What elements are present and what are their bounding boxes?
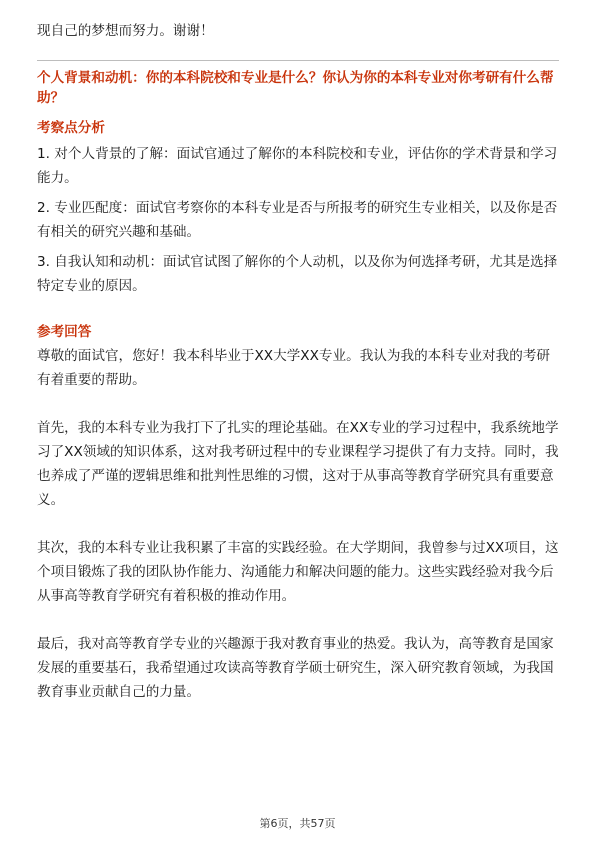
answer-heading: 参考回答 bbox=[37, 324, 92, 340]
answer-paragraph: 最后，我对高等教育学专业的兴趣源于我对教育事业的热爱。我认为，高等教育是国家发展的重要基石，我希望通过攻读高等教育学硕士研究生，深入研究教育领域，为我国教育事业贡献自己的力量。 bbox=[37, 636, 554, 700]
analysis-list bbox=[37, 142, 559, 304]
answer-body bbox=[37, 344, 559, 728]
intro-text: 现自己的梦想而努力。谢谢！ bbox=[37, 23, 214, 39]
answer-paragraph: 其次，我的本科专业让我积累了丰富的实践经验。在大学期间，我曾参与过XX项目，这个项目锻炼了我的团队协作能力、沟通能力和解决问题的能力。这些实践经验对我今后从事高等教育学研究有着积极的推动作用。 bbox=[37, 540, 559, 604]
analysis-heading: 考察点分析 bbox=[37, 120, 105, 136]
answer-paragraph: 首先，我的本科专业为我打下了扎实的理论基础。在XX专业的学习过程中，我系统地学习了XX领域的知识体系，这对我考研过程中的专业课程学习提供了有力支持。同时，我也养成了严谨的逻辑思维和批判性思维的习惯，这对于从事高等教育学研究具有重要意义。 bbox=[37, 420, 559, 508]
answer-paragraph: 尊敬的面试官，您好！我本科毕业于XX大学XX专业。我认为我的本科专业对我的考研有着重要的帮助。 bbox=[37, 348, 551, 388]
analysis-item: 1. 对个人背景的了解：面试官通过了解你的本科院校和专业，评估你的学术背景和学习能力。 bbox=[37, 146, 558, 186]
question-title: 个人背景和动机：你的本科院校和专业是什么？你认为你的本科专业对你考研有什么帮助？ bbox=[37, 70, 554, 106]
analysis-item: 3. 自我认知和动机：面试官试图了解你的个人动机，以及你为何选择考研，尤其是选择特定专业的原因。 bbox=[37, 254, 558, 294]
section-divider bbox=[37, 60, 559, 61]
page-indicator: 第6页，共57页 bbox=[259, 817, 336, 830]
analysis-item: 2. 专业匹配度：面试官考察你的本科专业是否与所报考的研究生专业相关，以及你是否有相关的研究兴趣和基础。 bbox=[37, 200, 558, 240]
